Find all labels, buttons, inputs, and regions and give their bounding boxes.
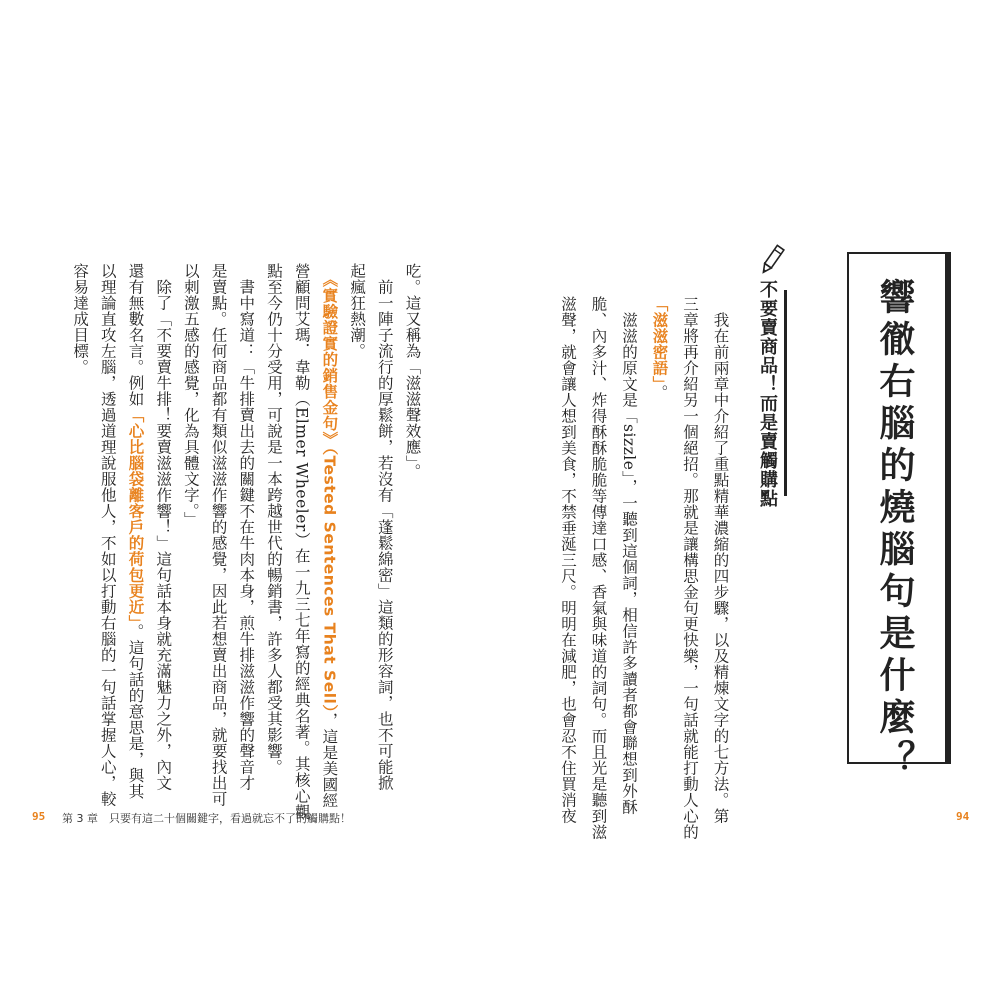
highlighted-phrase: 《實驗證實的銷售金句》（Tested Sentences That Sell）: [320, 279, 339, 713]
text-column: [590, 296, 606, 840]
text-run: 三章將再介紹另一個絕招。那就是讓構思金句更快樂，一句話就能打動人心的: [681, 296, 699, 840]
text-run: 。: [650, 384, 669, 401]
text-column: [293, 263, 309, 820]
text-run: 脆、內多汁、炸得酥酥脆脆等傳達口感、香氣與味道的詞句。而且光是聽到滋: [589, 296, 608, 840]
text-column: [376, 263, 392, 791]
text-run: 點至今仍十分受用，可說是一本跨越世代的暢銷書，許多人都受其影響。: [265, 263, 283, 775]
text-run: [320, 263, 338, 279]
highlighted-phrase: 「滋滋密語」: [650, 296, 669, 385]
text-run: 以刺激五感的感覺，化為具體文字。」: [181, 263, 200, 528]
chapter-title: 響徹右腦的燒腦句是什麼？: [874, 278, 915, 782]
section-heading: 不要賣商品！而是賣觸購點: [757, 280, 778, 508]
text-run: 營顧問艾瑪．韋勒（Elmer Wheeler）在一九三七年寫的經典名著。其核心觀: [292, 263, 311, 820]
text-run: 吃。這又稱為「滋滋聲效應」。: [403, 263, 422, 480]
text-column: [349, 263, 365, 359]
running-head: 第 3 章 只要有這二十個關鍵字，看過就忘不了的觸購點！: [62, 812, 351, 825]
heading-rule: [784, 290, 787, 496]
page-number-left: 95: [32, 810, 46, 823]
highlighted-phrase: 「心比腦袋離客戶的荷包更近」: [126, 407, 145, 624]
text-run: 是賣點。任何商品都有類似滋滋作響的感覺，因此若想賣出商品，就要找出可: [209, 263, 228, 807]
text-column: [404, 263, 420, 479]
text-column: [682, 296, 698, 840]
text-run: 滋聲，就會讓人想到美食，不禁垂涎三尺。明明在減肥，也會忍不住買消夜: [559, 296, 577, 824]
text-run: 容易達成目標。: [71, 263, 90, 375]
text-run: 。這句話的意思是，與其: [126, 623, 145, 800]
text-column: [651, 296, 667, 400]
text-column: [238, 263, 254, 791]
text-run: 起瘋狂熱潮。: [348, 263, 367, 359]
text-column: [621, 296, 637, 815]
text-run: 書中寫道：「牛排賣出去的關鍵不在牛肉本身，煎牛排滋滋作響的聲音才: [237, 263, 256, 791]
text-column: [712, 296, 728, 824]
text-column: [127, 263, 143, 799]
text-column: [99, 263, 115, 807]
text-column: [72, 263, 88, 375]
text-run: 滋滋的原文是「sizzle」，一聽到這個詞，相信許多讀者都會聯想到外酥: [620, 296, 638, 815]
text-column: [210, 263, 226, 807]
text-run: ，這是美國經: [320, 712, 339, 809]
text-column: [321, 263, 337, 809]
text-column: [560, 296, 576, 824]
text-run: 前一陣子流行的厚鬆餅，若沒有「蓬鬆綿密」這類的形容詞，也不可能掀: [375, 263, 394, 791]
text-run: 除了「不要賣牛排！要賣滋滋作響！」這句話本身就充滿魅力之外，內文: [154, 263, 173, 791]
text-run: 我在前兩章中介紹了重點精華濃縮的四步驟，以及精煉文字的七方法。第: [711, 296, 730, 824]
page-number-right: 94: [956, 810, 970, 823]
text-column: [155, 263, 171, 791]
text-run: 以理論直攻左腦，透過道理說服他人，不如以打動右腦的一句話掌握人心，較: [98, 263, 117, 807]
text-column: [266, 263, 282, 775]
pencil-icon: [758, 243, 786, 277]
text-column: [182, 263, 198, 527]
text-run: 還有無數名言。例如: [126, 263, 145, 407]
